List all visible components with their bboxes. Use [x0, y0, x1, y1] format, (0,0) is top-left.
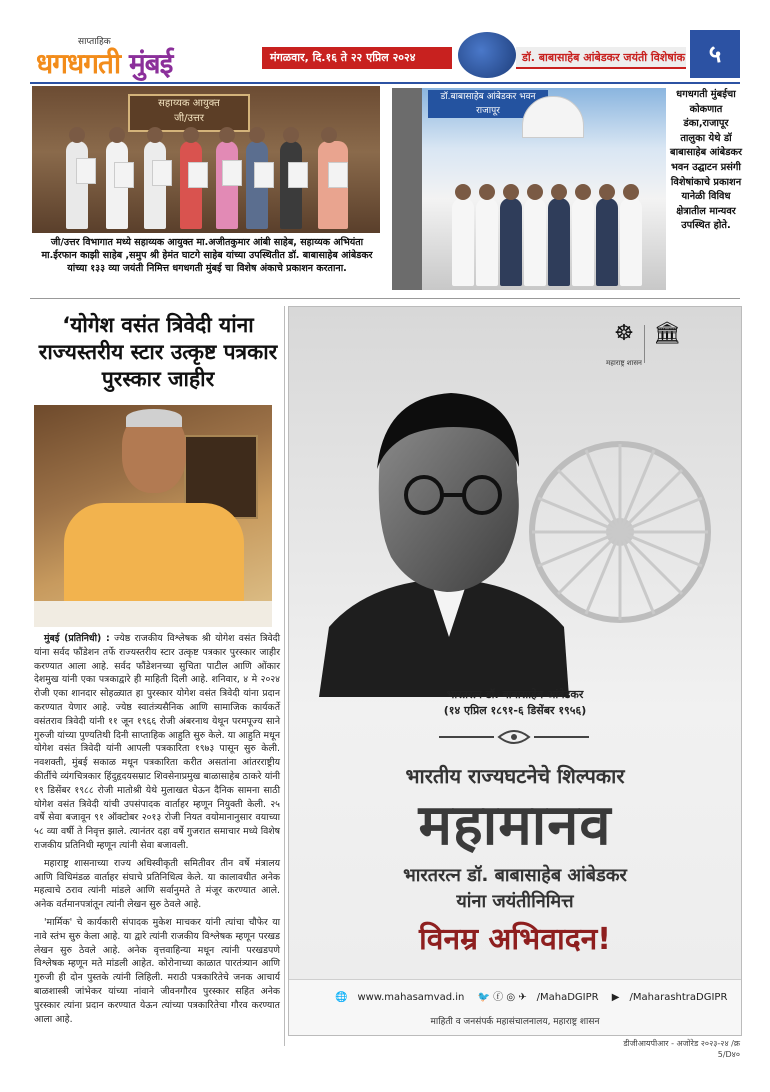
- newspaper-copy: [328, 162, 348, 188]
- office-sign-line1: सहाय्यक आयुक्त: [158, 98, 220, 109]
- emblem-caption: महाराष्ट्र शासन: [606, 359, 642, 367]
- newspaper-copy: [114, 162, 134, 188]
- state-emblem-icon: ☸: [614, 321, 634, 346]
- masthead-part1: धगधगती: [36, 47, 121, 80]
- newspaper-copy: [222, 160, 242, 186]
- ad-main-title: महामानव: [418, 792, 612, 858]
- person: [476, 198, 498, 286]
- newspaper-copy: [152, 160, 172, 186]
- person: [572, 198, 594, 286]
- person: [548, 198, 570, 286]
- ad-website[interactable]: www.mahasamvad.in: [357, 992, 465, 1003]
- masthead: [30, 30, 268, 82]
- column-divider: [284, 306, 285, 1046]
- article-headline: ‘योगेश वसंत त्रिवेदी यांना राज्यस्तरीय स्टार उत्कृष्ट पत्रकार पुरस्कार जाहीर: [38, 313, 278, 391]
- masthead-title: [36, 44, 172, 82]
- ornament-divider: [439, 727, 589, 747]
- release-photo-bhavan: [392, 88, 666, 290]
- ad-subtitle: भारतीय राज्यघटनेचे शिल्पकार: [405, 764, 625, 788]
- article-paragraph-text: ज्येष्ठ राजकीय विश्लेषक श्री योगेश वसंत त्रिवेदी यांना सर्वद फौंडेशन तर्फे राज्यस्तरीय स्टार उत्कृष्ट पत्रकार पुरस्कार जाहीर करण्यात आला आहे. सर्वद फौंडेशनच्या सुचिता पाटील आणि ओंकार देशमुख यांनी एका पत्रकाद्वारे ही माहिती दिली आहे. शनिवार, ४ मे २०२४ रोजी एका शानदार सोहळ्यात हा पुरस्कार योगेश वसंत त्रिवेदी यांना प्रदान करण्यात येणार आहे. ज्येष्ठ स्वातंत्र्यसैनिक आणि सामाजिक कार्यकर्ते वसंतराव त्रिवेदी यांनी ११ जून १९६६ रोजी अंबरनाथ येथून परमपूज्य साने गुरुजी यांच्या पुण्यतिथी दिनी साप्ताहिक आहुति सुरु केले. या आहुति मधून योगेश वसंत त्रिवेदी यांनी आपली पत्रकारिता १९७३ पासून सुरु केली. नवशक्ती, मुंबई सकाळ मधून पत्रकारिता करीत असतांना आंतरराष्ट्रीय कीर्तीचे व्यंगचित्रकार हिंदुहृदयसम्राट शिवसेनाप्रमुख बाळासाहेब ठाकरे यांनी १९ डिसेंबर १९८८ रोजी मातोश्री येथे मुलाखत घेऊन दैनिक सामना साठी योगेश वसंत त्रिवेदी यांची उपसंपादक वार्ताहर म्हणून नियुक्ती केली. २५ वर्षे सेवा बजावून ९१ ऑक्टोबर २०१३ रोजी नियत वयोमानानुसार वयाच्या ५८ व्या वर्षी ते निवृत्त झाले. त्यानंतर दहा वर्षे गुजरात समाचार मध्ये विशेष राजकीय प्रतिनिधी म्हणून त्यांनी सेवा बजावली.: [34, 633, 281, 851]
- masthead-part2: मुंबई: [128, 47, 173, 80]
- person: [66, 141, 88, 229]
- ad-social-handle[interactable]: /MahaDGIPR: [536, 992, 599, 1003]
- newspaper-copy: [76, 158, 96, 184]
- issue-date: मंगळवार, दि.१६ ते २२ एप्रिल २०२४: [262, 47, 452, 69]
- article-paragraph: [34, 632, 280, 853]
- portrait-hair: [126, 409, 182, 427]
- logo-divider: [644, 325, 645, 363]
- header-rule: [30, 82, 740, 84]
- ad-greeting: विनम्र अभिवादन!: [419, 922, 611, 957]
- article-paragraph: महाराष्ट्र शासनाच्या राज्य अधिस्वीकृती समितीवर तीन वर्षे मंत्रालय आणि विधिमंडळ वार्ताहर संघाचे प्रतिनिधित्व केले. या कालावधीत अनेक महत्वाचे ठराव त्यांनी मांडले आणि सर्वानुमते ते मंजूर करण्यात आले. अनेक वर्तमानपत्रांतून त्यांनी लेखन सुरु ठेवले आहे.: [34, 857, 280, 911]
- department-logo-icon: 🏛: [653, 321, 681, 346]
- person: [620, 198, 642, 286]
- section-rule: [30, 298, 740, 299]
- ad-footer: [289, 979, 741, 1036]
- ambedkar-portrait: [319, 377, 569, 697]
- jayanti-advertisement: [288, 306, 742, 1036]
- ad-life-dates: (१४ एप्रिल १८९१-६ डिसेंबर १९५६): [443, 704, 587, 717]
- article-paragraph: 'मार्मिक' चे कार्यकारी संपादक मुकेश माचकर यांनी त्यांचा चौफेर या नावे स्तंभ सुरु केला आहे. या द्वारे त्यांनी राजकीय विश्लेषक म्हणून परखड लेखन सुरु ठेवले आहे. अनेक वृत्तवाहिन्या मधून त्यांनी परखडपणे विश्लेषक म्हणून मते मांडली आहेत. कोरोनाच्या काळात पारतंत्र्यान आणि गुरुजी ही दोन पुस्तके त्यांनी लिहिली. मराठी पत्रकारितेचे जनक आचार्य बाळशास्त्री जांभेकर यांच्या नांवाने जीवनगौरव पुरस्कार सहित अनेक पुरस्कार त्यांना प्रदान करण्यात येऊन त्यांच्या पत्रकारितेचा गौरव करण्यात आला आहे.: [34, 916, 280, 1025]
- newspaper-copy: [254, 162, 274, 188]
- newspaper-copy: [288, 162, 308, 188]
- bhavan-sign-line2: राजापूर: [476, 106, 500, 116]
- article-body: [34, 632, 280, 1030]
- ad-honoree: भारतरत्न डॉ. बाबासाहेब आंबेडकर: [403, 865, 627, 886]
- bhavan-pillar: [392, 88, 422, 290]
- ad-release-code: डीजीआयपीआर - अजोरेड २०२३-२४ /क्र 5/D४०: [623, 1039, 740, 1059]
- release-photo-office: [32, 86, 380, 233]
- ad-department: माहिती व जनसंपर्क महासंचालनालय, महाराष्ट्र शासन: [430, 1017, 600, 1027]
- ad-youtube-handle[interactable]: /MaharashtraDGIPR: [629, 992, 728, 1003]
- newspaper-copy: [188, 162, 208, 188]
- photo-caption-office: जी/उत्तर विभागात मध्ये सहाय्यक आयुक्त मा.अजीतकुमार आंबी साहेब, सहाय्यक अभियंता मा.ईरफान काझी साहेब ,समुप श्री हेमंत घाटगे साहेब यांच्या उपस्थितीत डॉ. बाबासाहेब आंबेडकर यांच्या १३३ व्या जयंती निमित्त धगधगती मुंबई चा विशेष अंकाचे प्रकाशन करताना.: [41, 237, 373, 274]
- ambedkar-thumbnail: [458, 32, 516, 78]
- masthead-subtitle: साप्ताहिक: [78, 37, 111, 47]
- journalist-portrait: [34, 405, 272, 627]
- ad-links: [335, 988, 737, 1003]
- writing-pad: [34, 601, 272, 627]
- ad-occasion: यांना जयंतीनिमित्त: [456, 891, 574, 912]
- ad-person-name: भारतरत्न डॉ. बाबासाहेब आंबेडकर: [446, 688, 584, 701]
- person: [596, 198, 618, 286]
- youtube-icon: ▶: [611, 992, 620, 1003]
- person: [500, 198, 522, 286]
- photo-caption-bhavan: धगधगती मुंबईचा कोकणात डंका,राजापूर तालुका येथे डॉ बाबासाहेब आंबेडकर भवन उद्घाटन प्रसंगी विशेषांकाचे प्रकाशन यानेळी विविध क्षेत्रातील मान्यवर उपस्थित होते.: [670, 89, 743, 232]
- page-number: ५: [690, 30, 740, 78]
- bhavan-sign-line1: डॉ.बाबासाहेब आंबेडकर भवन: [440, 92, 536, 102]
- article-dateline: मुंबई (प्रतिनिधी) :: [44, 633, 110, 644]
- web-icon: 🌐: [335, 992, 348, 1003]
- office-sign-line2: जी/उत्तर: [174, 113, 204, 124]
- person: [524, 198, 546, 286]
- special-issue-label: डॉ. बाबासाहेब आंबेडकर जयंती विशेषांक: [516, 47, 686, 69]
- person: [452, 198, 474, 286]
- social-icons: 🐦 ⓕ ◎ ✈: [477, 992, 527, 1003]
